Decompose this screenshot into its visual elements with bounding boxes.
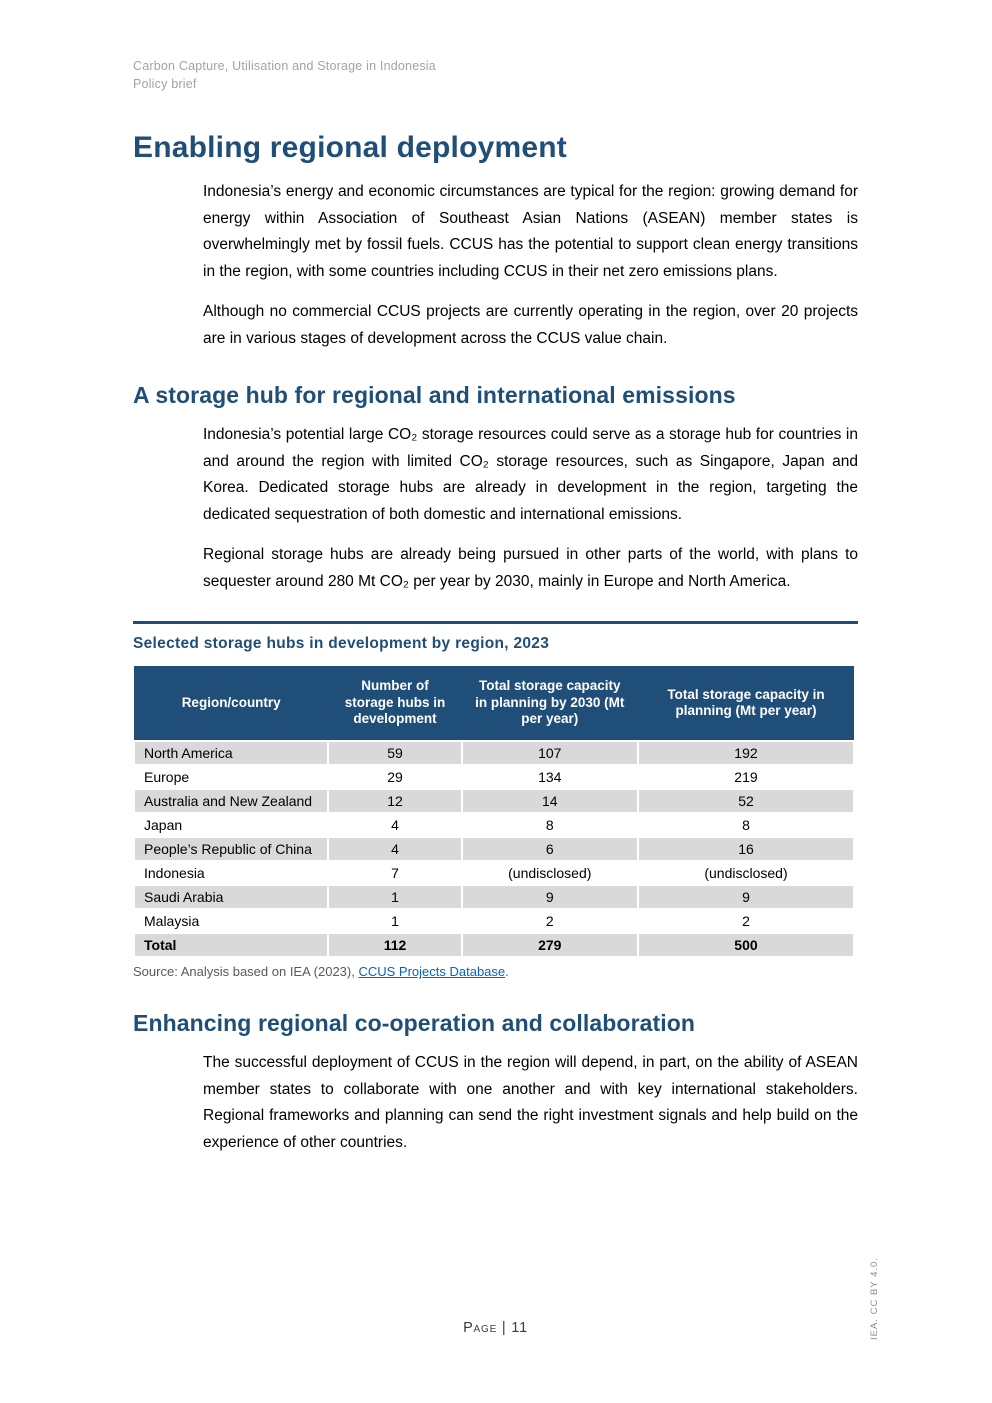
table-cell: 12 bbox=[328, 789, 461, 813]
table-cell: North America bbox=[134, 741, 328, 765]
table-row bbox=[134, 837, 854, 861]
table-cell: Japan bbox=[134, 813, 328, 837]
license-side-note: IEA. CC BY 4.0. bbox=[869, 1257, 880, 1340]
table-header-cell: Number of storage hubs in development bbox=[328, 666, 461, 741]
table-row bbox=[134, 885, 854, 909]
table-header-row bbox=[134, 666, 854, 741]
table-cell: 29 bbox=[328, 765, 461, 789]
table-cell: 6 bbox=[462, 837, 638, 861]
table-body bbox=[134, 741, 854, 957]
table-cell: People’s Republic of China bbox=[134, 837, 328, 861]
table-cell: 52 bbox=[638, 789, 854, 813]
section-heading-storage-hub: A storage hub for regional and international emissions bbox=[133, 382, 736, 408]
table-cell: 4 bbox=[328, 837, 461, 861]
table-cell: 2 bbox=[638, 909, 854, 933]
table-cell: Europe bbox=[134, 765, 328, 789]
table-row bbox=[134, 861, 854, 885]
source-link[interactable]: CCUS Projects Database bbox=[358, 964, 506, 979]
table-cell: 14 bbox=[462, 789, 638, 813]
table-cell: 9 bbox=[462, 885, 638, 909]
table-cell: 192 bbox=[638, 741, 854, 765]
intro-paragraph-2: Although no commercial CCUS projects are currently operating in the region, over 20 projects are in various stages of development across the CCUS value chain. bbox=[203, 303, 858, 347]
running-header bbox=[133, 57, 858, 93]
table-cell: Indonesia bbox=[134, 861, 328, 885]
table-cell: 59 bbox=[328, 741, 461, 765]
table-row bbox=[134, 741, 854, 765]
table-cell: 107 bbox=[462, 741, 638, 765]
table-cell: 219 bbox=[638, 765, 854, 789]
figure-top-rule bbox=[133, 621, 858, 624]
table-cell: Malaysia bbox=[134, 909, 328, 933]
storage-hub-paragraph-1: Indonesia’s potential large CO₂ storage resources could serve as a storage hub for countries in and around the region with limited CO₂ storage resources, such as Singapore, Japan and Korea. Dedicated storage hubs are already in development in the region, targeting the dedicated sequestration of both domestic and international emissions. bbox=[203, 426, 858, 523]
source-suffix: . bbox=[505, 964, 509, 979]
storage-hubs-table bbox=[133, 666, 855, 958]
table-cell: 112 bbox=[328, 933, 461, 957]
table-row bbox=[134, 765, 854, 789]
table-cell: 8 bbox=[462, 813, 638, 837]
table-header-cell: Total storage capacity in planning by 2030 (Mt per year) bbox=[462, 666, 638, 741]
intro-paragraph-1: Indonesia’s energy and economic circumstances are typical for the region: growing demand for energy within Association of Southeast Asian Nations (ASEAN) member states is overwhelmingly met by fossil fuels. CCUS has the potential to support clean energy transitions in the region, with some countries including CCUS in their net zero emissions plans. bbox=[203, 183, 858, 280]
table-cell: 2 bbox=[462, 909, 638, 933]
storage-hub-paragraph-2: Regional storage hubs are already being pursued in other parts of the world, with plans to sequester around 280 Mt CO₂ per year by 2030, mainly in Europe and North America. bbox=[203, 546, 858, 590]
table-figure bbox=[133, 621, 858, 980]
table-cell: 1 bbox=[328, 885, 461, 909]
table-cell: Saudi Arabia bbox=[134, 885, 328, 909]
source-line bbox=[133, 963, 858, 980]
page-number: Page | 11 bbox=[463, 1320, 528, 1336]
running-header-line1: Carbon Capture, Utilisation and Storage in Indonesia bbox=[133, 59, 436, 73]
table-cell: 8 bbox=[638, 813, 854, 837]
table-header-cell: Total storage capacity in planning (Mt per year) bbox=[638, 666, 854, 741]
running-header-line2: Policy brief bbox=[133, 77, 197, 91]
table-row bbox=[134, 909, 854, 933]
table-cell: 4 bbox=[328, 813, 461, 837]
table-row bbox=[134, 933, 854, 957]
table-cell: 16 bbox=[638, 837, 854, 861]
page-title: Enabling regional deployment bbox=[133, 131, 567, 164]
table-cell: Australia and New Zealand bbox=[134, 789, 328, 813]
table-row bbox=[134, 813, 854, 837]
table-cell: 500 bbox=[638, 933, 854, 957]
section-heading-cooperation: Enhancing regional co-operation and collaboration bbox=[133, 1010, 696, 1036]
table-cell: 1 bbox=[328, 909, 461, 933]
table-row bbox=[134, 789, 854, 813]
table-title: Selected storage hubs in development by region, 2023 bbox=[133, 635, 550, 652]
table-cell: 9 bbox=[638, 885, 854, 909]
table-cell: 134 bbox=[462, 765, 638, 789]
source-prefix: Source: Analysis based on IEA (2023), bbox=[133, 964, 359, 979]
table-header-cell: Region/country bbox=[134, 666, 328, 741]
table-cell: (undisclosed) bbox=[638, 861, 854, 885]
table-cell: (undisclosed) bbox=[462, 861, 638, 885]
table-cell: 7 bbox=[328, 861, 461, 885]
table-cell: Total bbox=[134, 933, 328, 957]
cooperation-paragraph-1: The successful deployment of CCUS in the region will depend, in part, on the ability of ASEAN member states to collaborate with one another and with key international stakeholders. Regional frameworks and planning can send the right investment signals and help build on the experience of other countries. bbox=[203, 1054, 858, 1151]
table-cell: 279 bbox=[462, 933, 638, 957]
